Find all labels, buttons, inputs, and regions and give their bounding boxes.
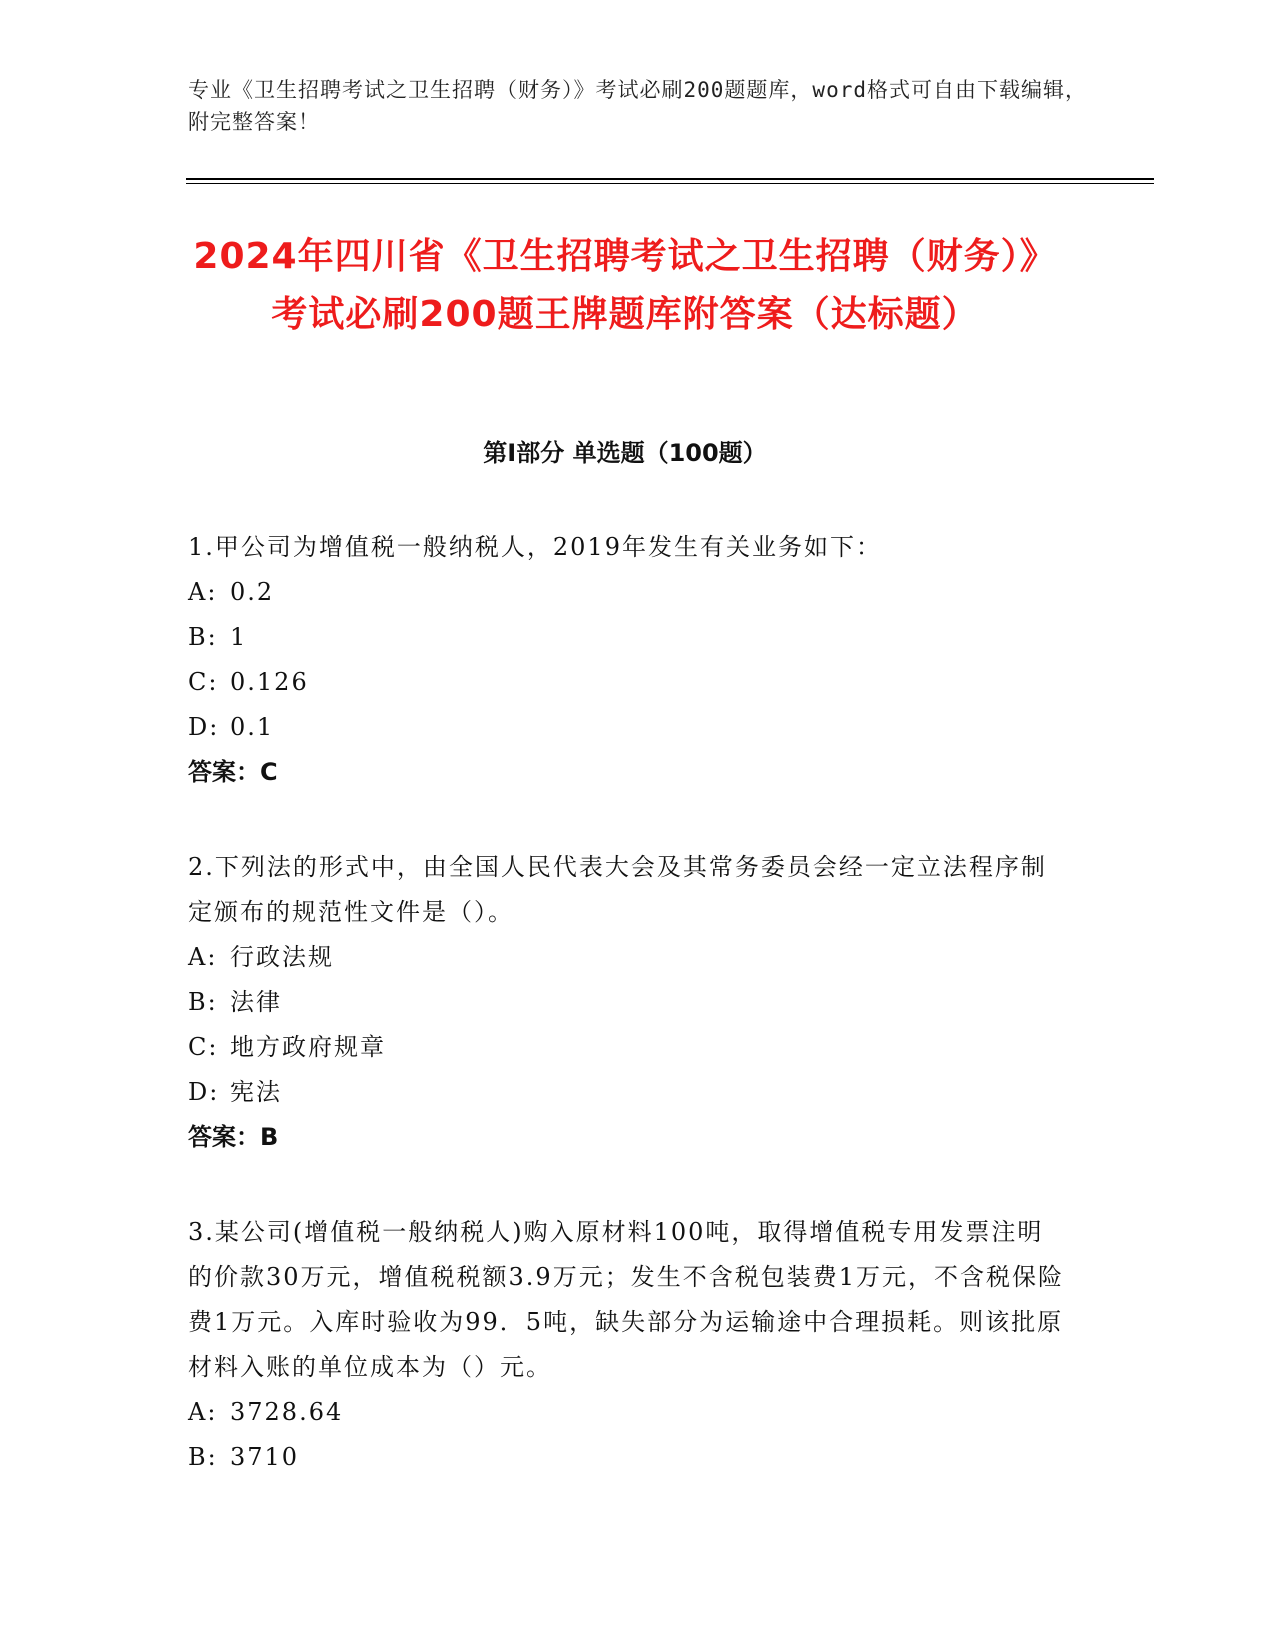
question-3 bbox=[188, 1210, 1068, 1480]
header-rule-thick bbox=[186, 178, 1154, 180]
header-rule-thin bbox=[186, 183, 1154, 184]
option-label: B: bbox=[188, 988, 218, 1016]
option-label: C: bbox=[188, 1033, 219, 1061]
option-b bbox=[188, 615, 1068, 660]
option-label: A: bbox=[188, 1398, 218, 1426]
answer: 答案：C bbox=[188, 758, 278, 786]
option-label: A: bbox=[188, 943, 218, 971]
option-b bbox=[188, 1435, 1068, 1480]
option-d bbox=[188, 1070, 1068, 1115]
option-label: D: bbox=[188, 1078, 220, 1106]
section-title: 第I部分 单选题（100题） bbox=[483, 439, 767, 467]
option-label: C: bbox=[188, 668, 219, 696]
option-label: A: bbox=[188, 578, 218, 606]
option-a bbox=[188, 570, 1068, 615]
header-note: 专业《卫生招聘考试之卫生招聘（财务）》考试必刷200题题库，word格式可自由下载编辑，附完整答案！ bbox=[188, 78, 1087, 134]
option-d bbox=[188, 705, 1068, 750]
option-label: B: bbox=[188, 1443, 218, 1471]
option-label: D: bbox=[188, 713, 220, 741]
question-list bbox=[188, 525, 1068, 1530]
question-stem: 3.某公司(增值税一般纳税人)购入原材料100吨，取得增值税专用发票注明的价款30万元，增值税税额3.9万元；发生不含税包装费1万元，不含税保险费1万元。入库时验收为99．5吨，缺失部分为运输途中合理损耗。则该批原材料入账的单位成本为（）元。 bbox=[188, 1218, 1064, 1381]
option-a bbox=[188, 935, 1068, 980]
option-text: 0.1 bbox=[230, 713, 275, 741]
question-stem: 2.下列法的形式中，由全国人民代表大会及其常务委员会经一定立法程序制定颁布的规范性文件是（）。 bbox=[188, 853, 1047, 926]
option-text: 地方政府规章 bbox=[230, 1033, 386, 1061]
option-text: 1 bbox=[230, 623, 248, 651]
question-stem: 1.甲公司为增值税一般纳税人，2019年发生有关业务如下： bbox=[188, 533, 882, 561]
option-text: 0.2 bbox=[230, 578, 275, 606]
option-c bbox=[188, 660, 1068, 705]
document-title: 2024年四川省《卫生招聘考试之卫生招聘（财务）》考试必刷200题王牌题库附答案（达标题） bbox=[193, 236, 1057, 335]
question-2 bbox=[188, 845, 1068, 1160]
option-a bbox=[188, 1390, 1068, 1435]
option-text: 3710 bbox=[230, 1443, 300, 1471]
question-1 bbox=[188, 525, 1068, 795]
option-text: 3728.64 bbox=[230, 1398, 344, 1426]
option-text: 行政法规 bbox=[230, 943, 334, 971]
option-b bbox=[188, 980, 1068, 1025]
option-label: B: bbox=[188, 623, 218, 651]
option-text: 法律 bbox=[230, 988, 282, 1016]
answer: 答案：B bbox=[188, 1123, 279, 1151]
option-text: 宪法 bbox=[230, 1078, 282, 1106]
option-text: 0.126 bbox=[230, 668, 309, 696]
option-c bbox=[188, 1025, 1068, 1070]
